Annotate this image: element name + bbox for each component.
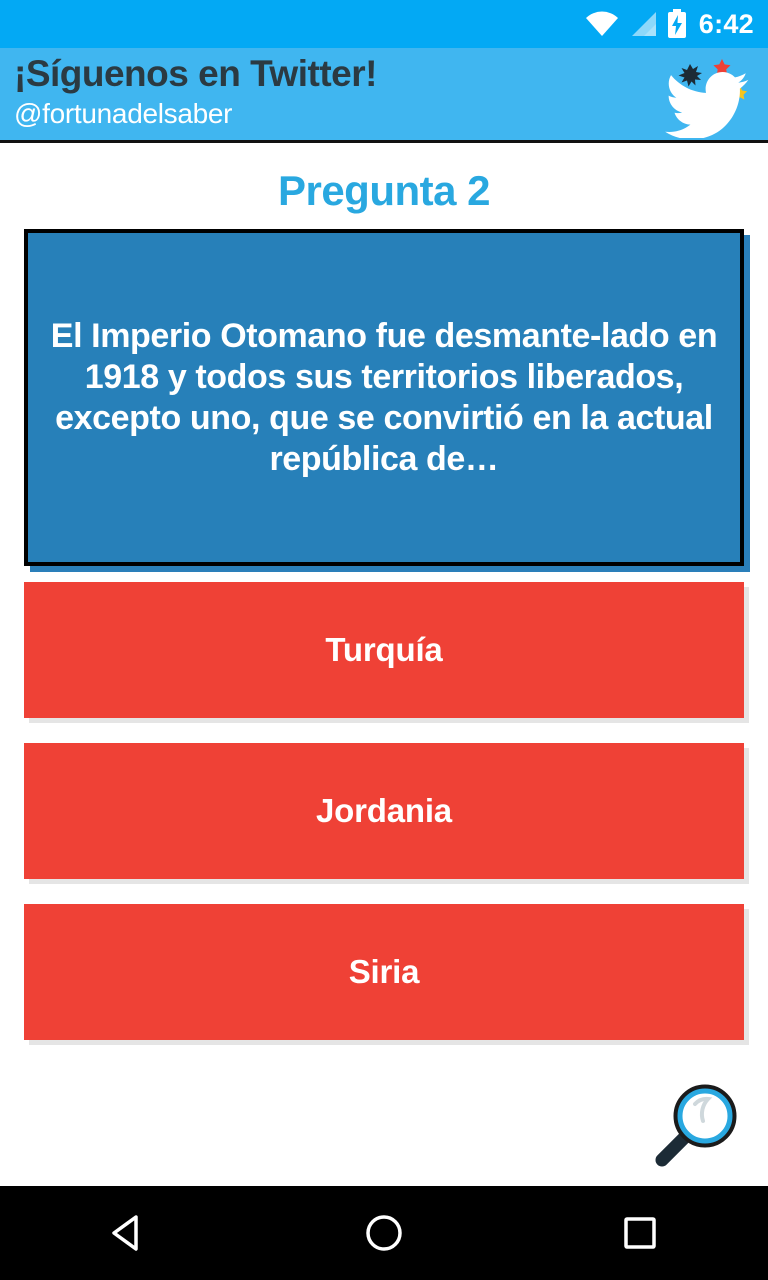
magnifier-icon[interactable] — [648, 1080, 740, 1172]
answer-option-3[interactable] — [24, 904, 744, 1040]
answer-label: Turquía — [325, 631, 443, 668]
circle-home-icon — [364, 1213, 404, 1253]
status-bar — [0, 0, 768, 48]
question-number-label: Pregunta 2 — [277, 167, 491, 214]
twitter-bird-icon[interactable] — [662, 56, 752, 138]
triangle-back-icon — [110, 1214, 146, 1252]
answer-label: Siria — [348, 953, 420, 990]
square-recents-icon — [622, 1215, 658, 1251]
app-title: ¡Síguenos en Twitter! — [14, 53, 377, 94]
answer-label: Jordania — [316, 792, 452, 829]
recents-button[interactable] — [585, 1186, 695, 1280]
question-text: El Imperio Otomano fue desmante-lado en 1918 y todos sus territorios liberados, excepto uno, que se convirtió en la actual república de… — [50, 316, 718, 478]
answer-option-2[interactable] — [24, 743, 744, 879]
answer-option-1[interactable] — [24, 582, 744, 718]
battery-icon — [667, 9, 687, 39]
status-icons — [585, 9, 687, 39]
app-header — [0, 48, 768, 143]
android-nav-bar — [0, 1186, 768, 1280]
signal-icon — [628, 11, 658, 37]
wifi-icon — [585, 11, 619, 37]
home-button[interactable] — [329, 1186, 439, 1280]
app-handle: @fortunadelsaber — [14, 98, 233, 129]
quiz-content — [0, 143, 768, 1186]
status-time: 6:42 — [698, 8, 754, 39]
question-card-wrapper — [24, 229, 744, 566]
question-card — [24, 229, 744, 566]
back-button[interactable] — [73, 1186, 183, 1280]
